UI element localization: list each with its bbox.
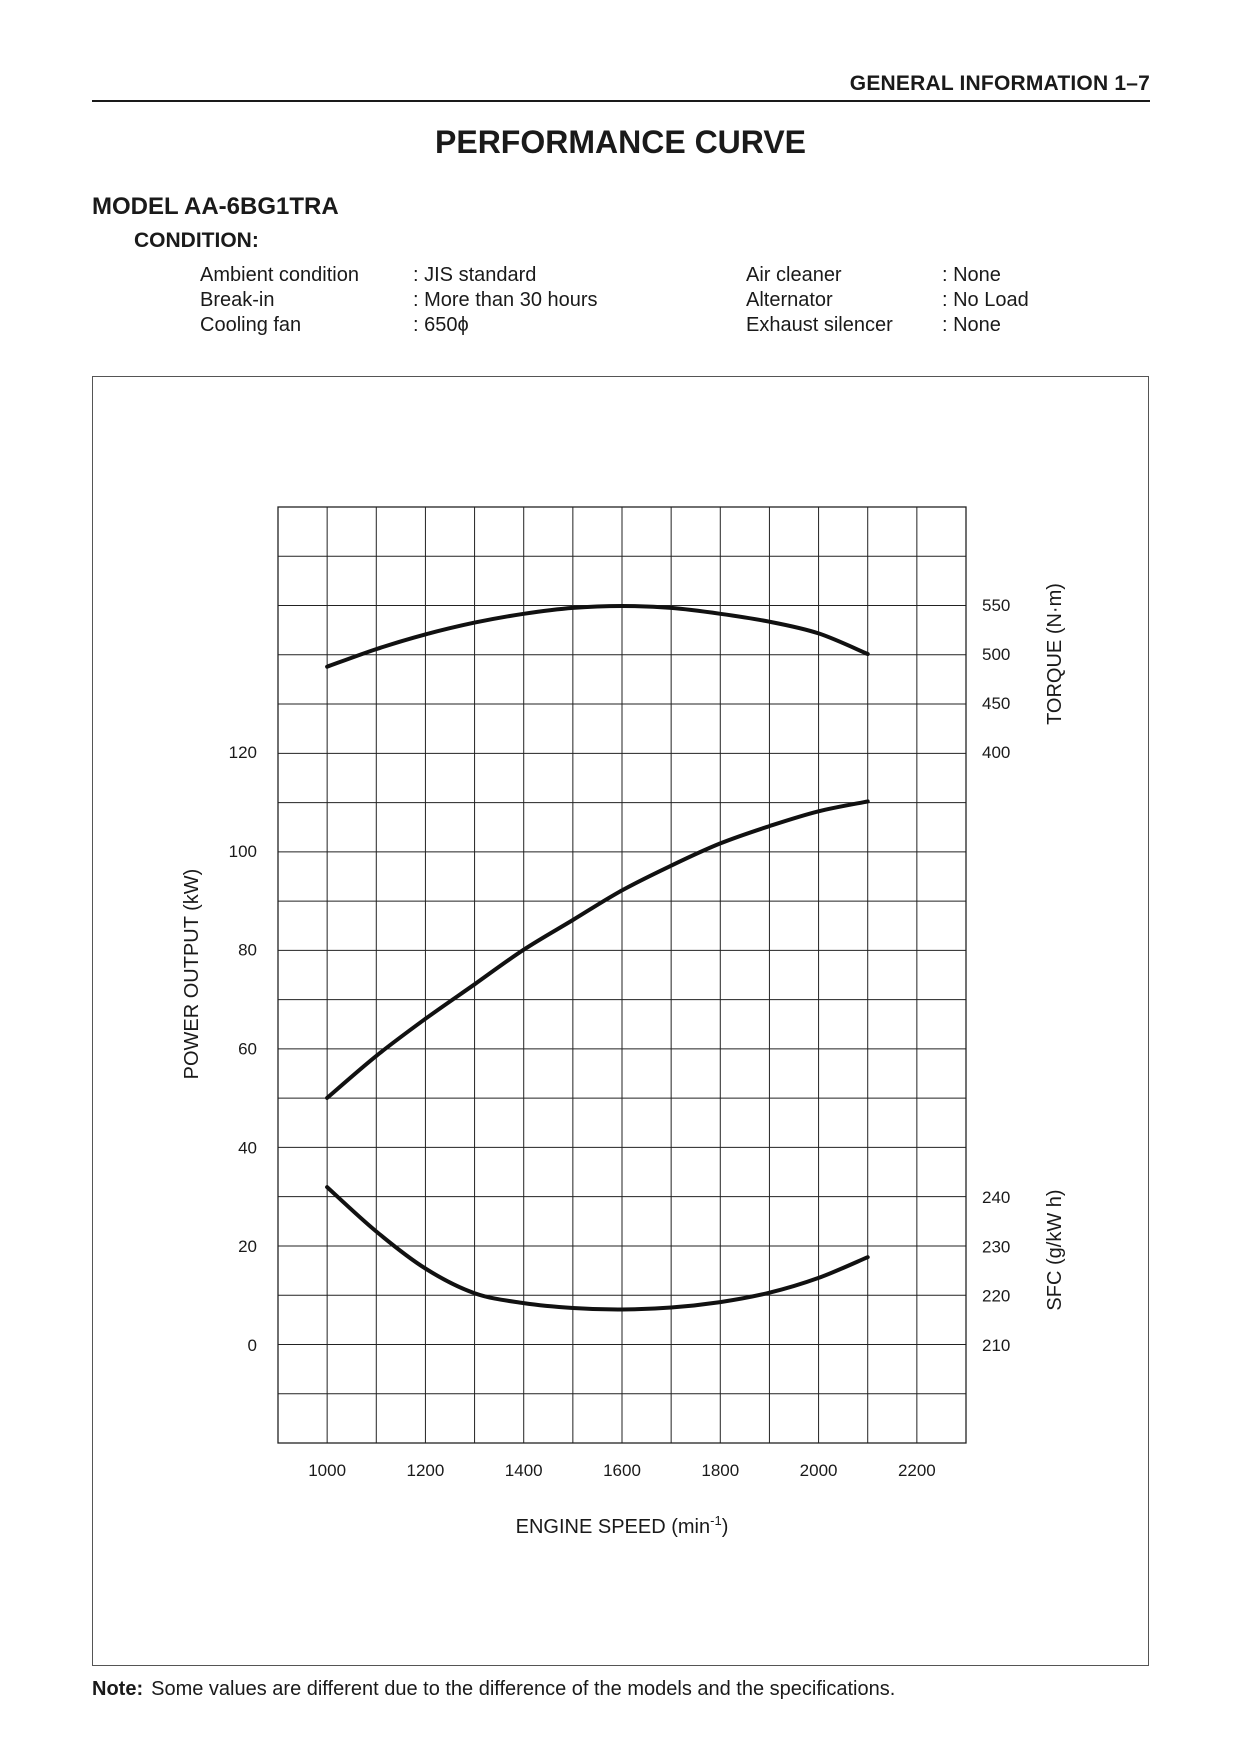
power-tick-label: 0 (247, 1336, 257, 1355)
sfc-tick-label: 240 (982, 1188, 1011, 1207)
condition-label: Ambient condition (200, 264, 359, 286)
series-line-power (327, 801, 868, 1098)
torque-axis-label: TORQUE (N·m) (1044, 583, 1066, 725)
page-title: PERFORMANCE CURVE (435, 124, 806, 160)
x-tick-label: 1000 (308, 1461, 347, 1480)
power-tick-label: 120 (228, 743, 257, 762)
sfc-tick-label: 220 (982, 1286, 1011, 1306)
torque-tick-label: 500 (982, 645, 1011, 664)
x-tick-label: 1400 (504, 1461, 543, 1480)
power-tick-label: 40 (238, 1138, 257, 1158)
condition-label: Alternator (746, 289, 833, 311)
torque-tick-label: 400 (982, 743, 1011, 762)
condition-value: : 650ϕ (413, 314, 469, 336)
torque-tick-label: 450 (982, 694, 1011, 713)
power-tick-label: 100 (228, 841, 257, 861)
condition-value: : None (942, 314, 1001, 336)
condition-heading: CONDITION: (134, 229, 259, 252)
chart-curves (327, 606, 868, 1310)
sfc-axis-label: SFC (g/kW h) (1044, 1189, 1066, 1311)
power-axis-label: POWER OUTPUT (kW) (181, 868, 203, 1080)
condition-label: Break-in (200, 289, 275, 311)
x-tick-label: 2200 (897, 1461, 936, 1480)
power-tick-label: 60 (238, 1039, 257, 1059)
sfc-tick-label: 230 (982, 1237, 1011, 1257)
condition-label: Air cleaner (746, 264, 842, 286)
condition-label: Cooling fan (200, 314, 302, 336)
torque-tick-label: 550 (982, 596, 1011, 615)
x-axis-label: ENGINE SPEED $(\min^{-1})$ (515, 1513, 729, 1538)
x-tick-label: 2000 (799, 1461, 838, 1480)
series-line-sfc (327, 1187, 868, 1309)
condition-label: Exhaust silencer (746, 314, 893, 336)
model-name: MODEL AA-6BG1TRA (92, 193, 339, 220)
x-tick-label: 1800 (701, 1461, 740, 1480)
note-text: Some values are different due to the difference of the models and the specifications. (151, 1678, 896, 1700)
series-line-torque (327, 606, 868, 667)
condition-value: : None (942, 264, 1001, 286)
sfc-tick-label: 210 (982, 1336, 1011, 1355)
chart-labels (181, 583, 1066, 1538)
condition-value: : No Load (942, 289, 1029, 311)
condition-value: : JIS standard (413, 264, 537, 286)
x-tick-label: 1600 (603, 1461, 641, 1480)
note (92, 1678, 895, 1701)
note-label: Note: (92, 1678, 144, 1700)
power-tick-label: 20 (238, 1237, 257, 1257)
section-header: GENERAL INFORMATION 1–7 (849, 72, 1150, 95)
condition-value: : More than 30 hours (413, 289, 598, 311)
power-tick-label: 80 (238, 940, 257, 960)
x-tick-label: 1200 (406, 1461, 445, 1480)
